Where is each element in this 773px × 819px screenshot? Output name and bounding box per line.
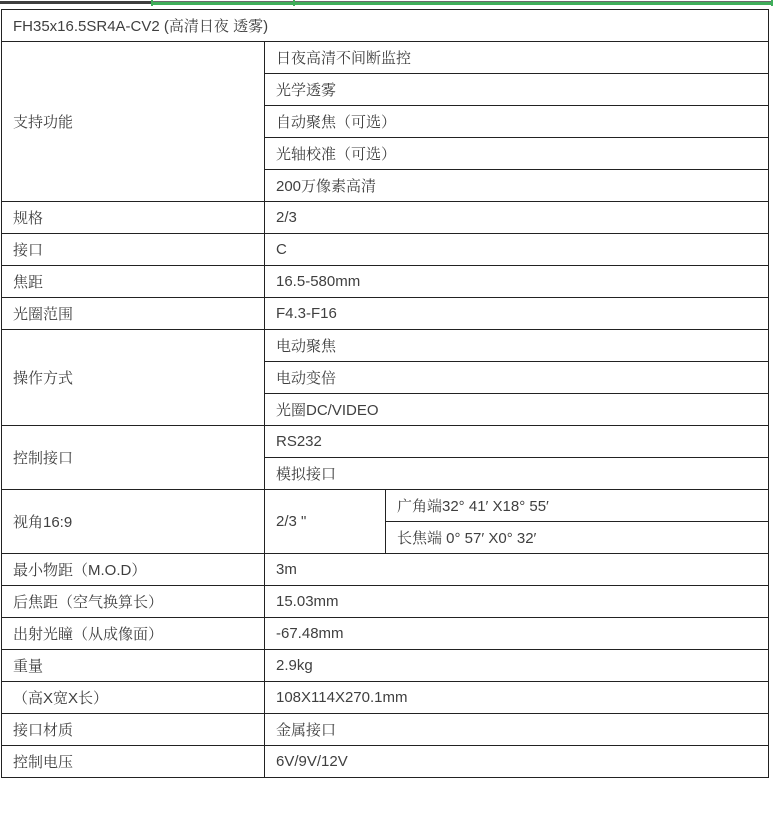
gridline-green-segment [153,2,773,5]
spec-value: 2.9kg [265,650,769,682]
spec-value: -67.48mm [265,618,769,650]
spec-value-angle: 长焦端 0° 57′ X0° 32′ [386,522,769,554]
spec-value: 光轴校准（可选） [265,138,769,170]
spec-value-angle: 广角端32° 41′ X18° 55′ [386,490,769,522]
spec-label: 规格 [2,202,265,234]
spec-label: 视角16:9 [2,490,265,554]
spec-label: 出射光瞳（从成像面） [2,618,265,650]
spec-value: 108X114X270.1mm [265,682,769,714]
spec-label: 接口 [2,234,265,266]
spec-label: 后焦距（空气换算长） [2,586,265,618]
spec-table-body [2,10,769,778]
gridline-tick [293,0,295,6]
spec-value: 2/3 [265,202,769,234]
spec-value-sensor: 2/3 " [265,490,386,554]
spec-value: 电动聚焦 [265,330,769,362]
spec-label: 控制接口 [2,426,265,490]
gridline-tick [151,0,153,6]
spec-table [1,9,769,778]
spec-label: 最小物距（M.O.D） [2,554,265,586]
spec-value: F4.3-F16 [265,298,769,330]
spec-value: 日夜高清不间断监控 [265,42,769,74]
table-title: FH35x16.5SR4A-CV2 (高清日夜 透雾) [2,10,769,42]
spec-value: C [265,234,769,266]
gridline-strip [0,0,773,8]
spec-value: 电动变倍 [265,362,769,394]
spec-label: 操作方式 [2,330,265,426]
spec-value: 光圈DC/VIDEO [265,394,769,426]
spec-value: 模拟接口 [265,458,769,490]
spec-value: 15.03mm [265,586,769,618]
gridline-dark-segment [0,1,153,4]
spec-label: 焦距 [2,266,265,298]
spec-value: 200万像素高清 [265,170,769,202]
spec-label: 重量 [2,650,265,682]
spec-value: 光学透雾 [265,74,769,106]
spec-value: 16.5-580mm [265,266,769,298]
spec-label: （高X宽X长） [2,682,265,714]
spec-value: 自动聚焦（可选） [265,106,769,138]
spec-label: 光圈范围 [2,298,265,330]
spec-label: 支持功能 [2,42,265,202]
spec-value: 3m [265,554,769,586]
spec-value: 6V/9V/12V [265,746,769,778]
spec-label: 接口材质 [2,714,265,746]
spec-value: 金属接口 [265,714,769,746]
spec-label: 控制电压 [2,746,265,778]
spec-value: RS232 [265,426,769,458]
